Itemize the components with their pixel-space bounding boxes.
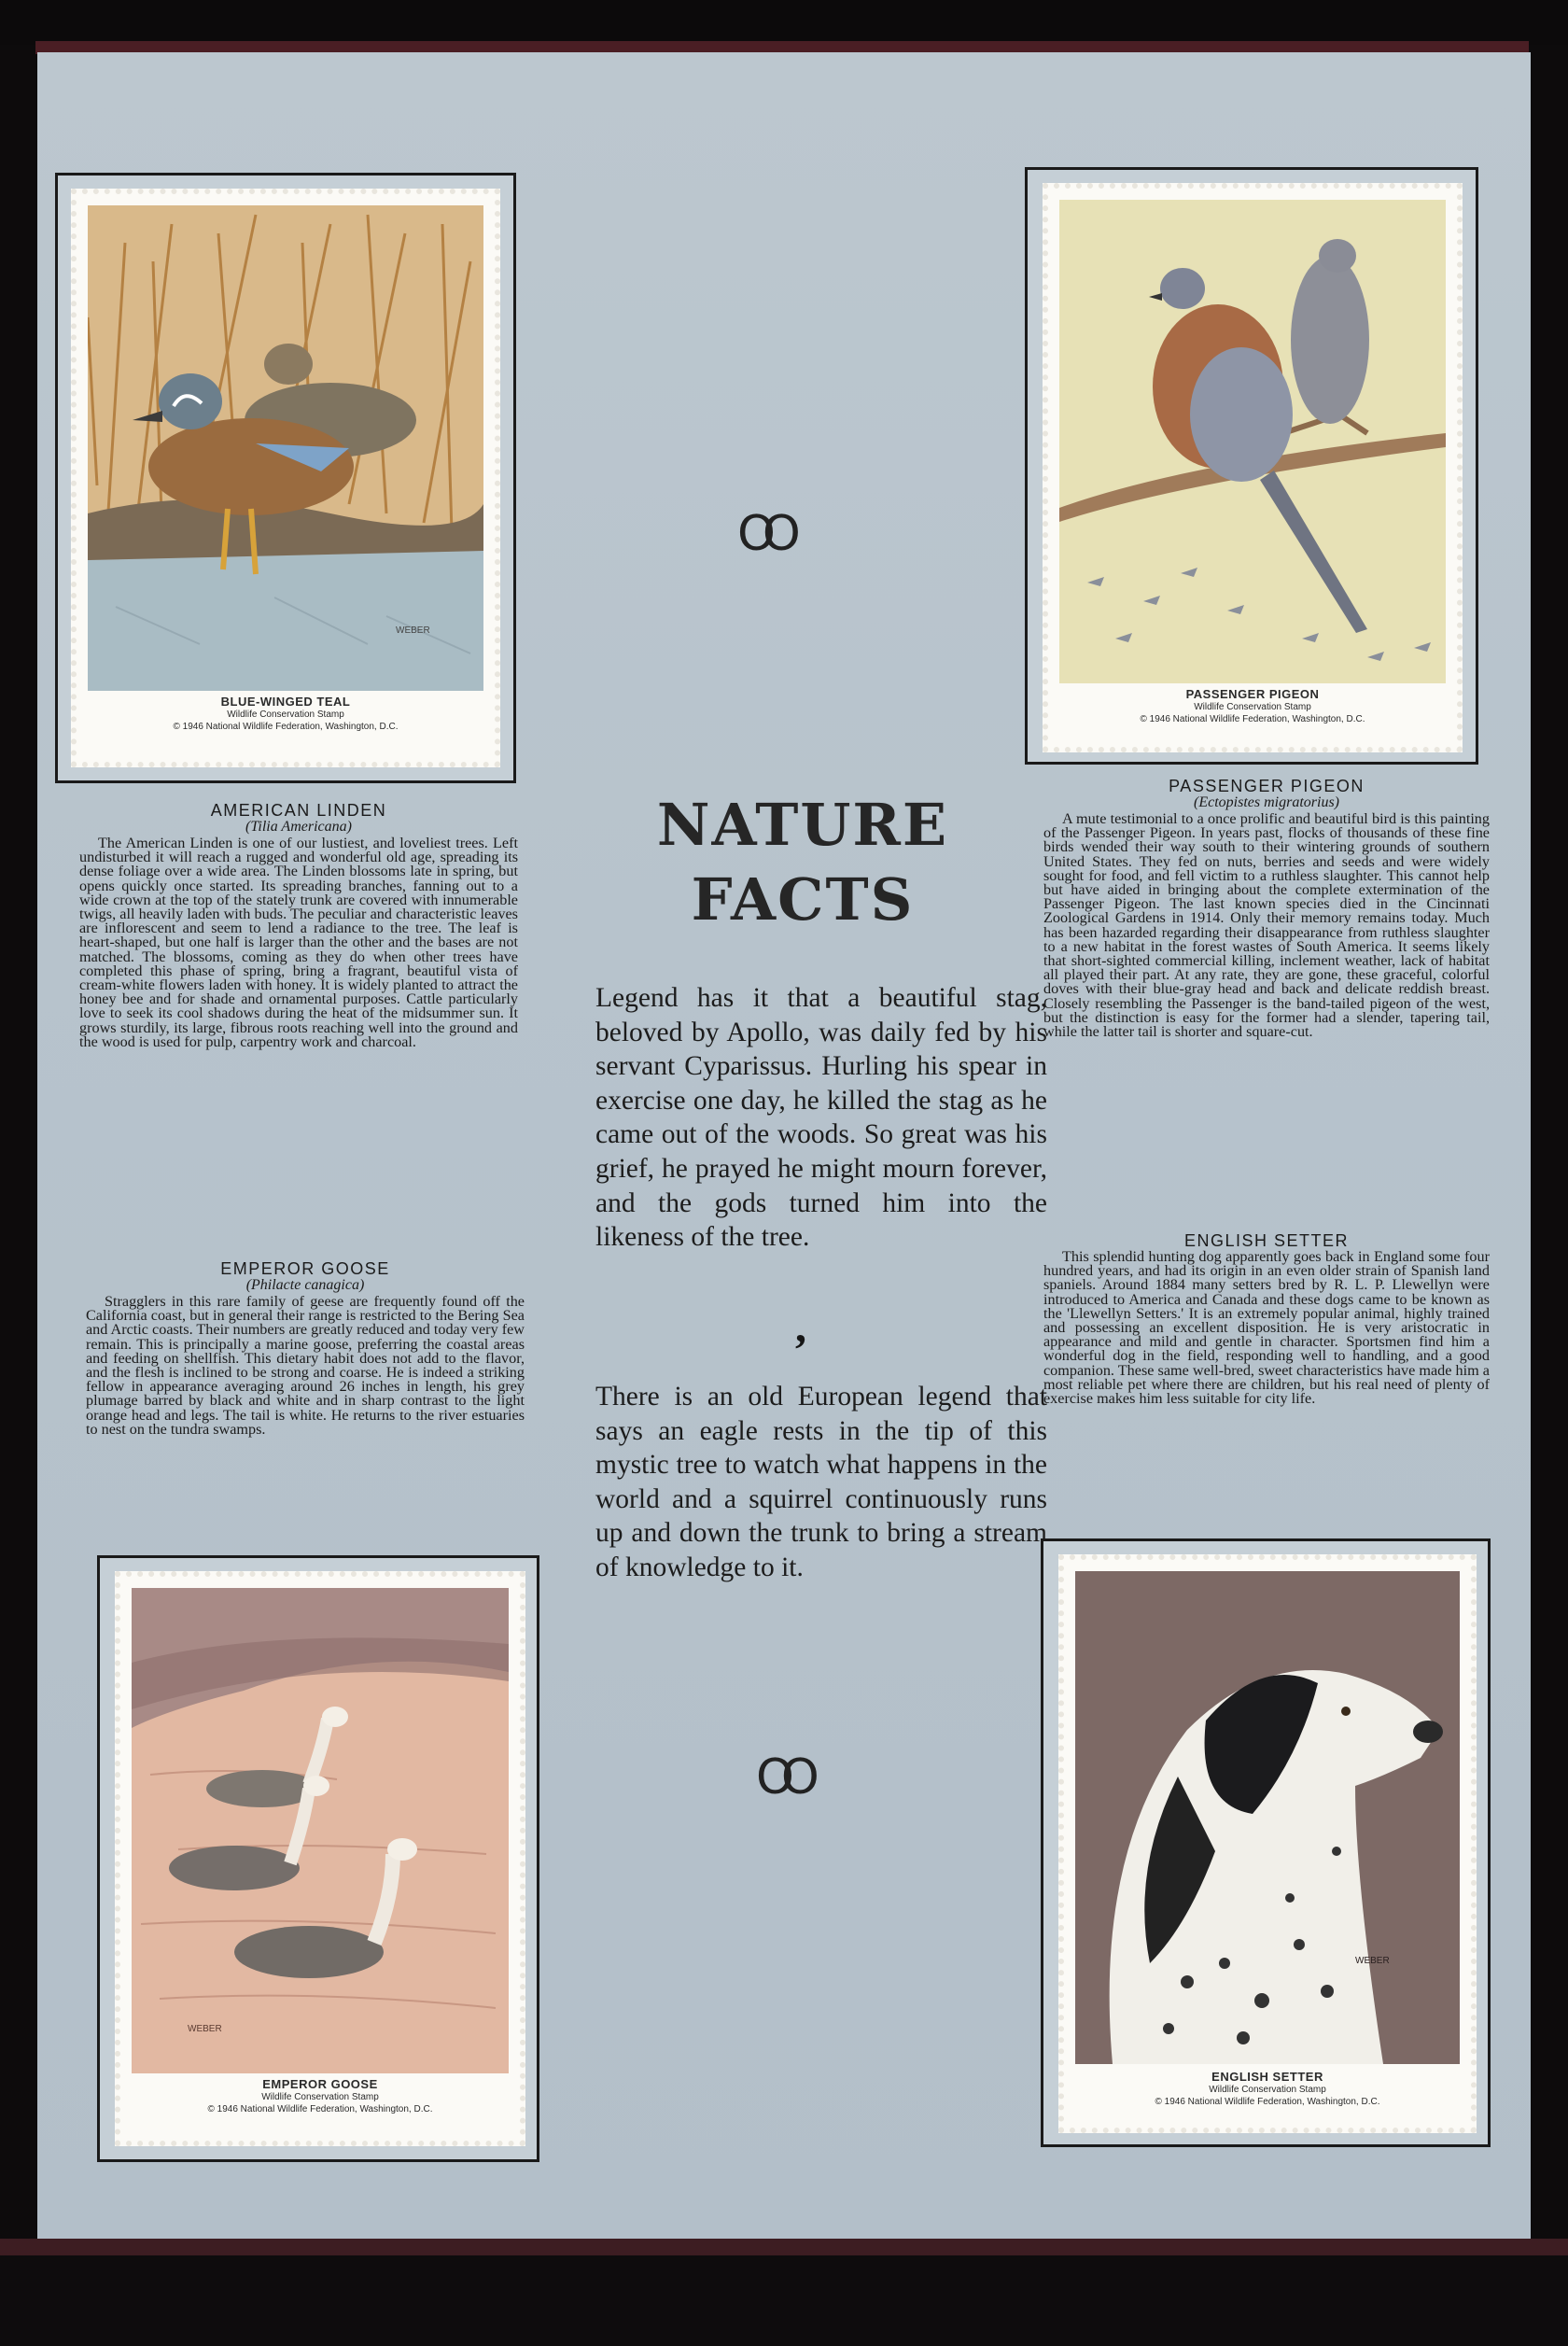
- album-binder-bottom: [0, 2239, 1568, 2257]
- album-binder-top: [0, 0, 1568, 45]
- setter-illustration: [1075, 1571, 1460, 2064]
- title-line-1: NATURE: [656, 791, 949, 859]
- pigeon-stamp-title: PASSENGER PIGEON: [1185, 687, 1320, 701]
- teal-signature: WEBER: [396, 625, 430, 636]
- pigeon-body: A mute testimonial to a once prolific and beautiful bird is this painting of the Passenger Pigeon. In years past, flocks of thousands of these fine birds wended their way south to their wintering grounds of southern United States. They fed on nuts, berries and seeds and were widely sought for food, and fell victim to a ruthless slaughter. This cannot help but have aided in bringing about the complete extermination of the Passenger Pigeon. The last known species died in the Cincinnati Zoological Gardens in 1914. Only their memory remains today. Much has been hazarded regarding their disappearance from ruthless slaughter to a new habitat in the forest wastes of South America. It seems likely that short-sighted commercial killing, inclement weather, lack of habitat all played their part. At any rate, they are gone, these graceful, colorful doves with their blue-gray head and back and delicate reddish breast. Closely resembling the Passenger is the band-tailed pigeon of the west, but the distinction is easy for the former had a slender, tapering tail, while the latter tail is shorter and square-cut.: [1043, 810, 1490, 1041]
- goose-stamp-line2: © 1946 National Wildlife Federation, Washington, D.C.: [207, 2104, 433, 2114]
- teal-stamp-line1: Wildlife Conservation Stamp: [227, 709, 344, 720]
- article-passenger-pigeon: [1043, 778, 1490, 1039]
- stamp-mount-goose: [97, 1555, 539, 2162]
- teal-illustration: [88, 205, 483, 691]
- ornament-top-icon: OO: [737, 506, 788, 562]
- goose-body: Stragglers in this rare family of geese are frequently found off the California coast, but in general their range is restricted to the Bering Sea and Arctic coasts. Their numbers are greatly reduced and today very few remain. This is principally a marine goose, preferring the coastal areas and feeding on shellfish. This dietary habit does not add to the flavor, and the flesh is inclined to be strong and coarse. He is indeed a striking fellow in appearance averaging around 26 inches in length, his grey plumage barred by black and white and in sharp contrast to the light orange head and legs. The tail is white. He returns to the river estuaries to nest on the tundra swamps.: [86, 1293, 525, 1438]
- pigeon-latin-name: (Ectopistes migratorius): [1194, 794, 1339, 810]
- goose-latin-name: (Philacte canagica): [245, 1277, 365, 1293]
- goose-stamp-title: EMPEROR GOOSE: [262, 2077, 378, 2091]
- pigeon-caption: [1048, 687, 1457, 725]
- page-title: [597, 788, 1008, 937]
- stamp-blue-winged-teal[interactable]: [71, 189, 500, 767]
- setter-signature: WEBER: [1355, 1956, 1390, 1966]
- stamp-emperor-goose[interactable]: [115, 1571, 525, 2146]
- ornament-bottom-icon: OO: [756, 1749, 806, 1805]
- stamp-mount-teal: [55, 173, 516, 783]
- stamp-passenger-pigeon[interactable]: [1043, 183, 1463, 752]
- legend-paragraph-2: There is an old European legend that says an eagle rests in the tip of this mystic tree to watch what happens in the world and a squirrel continuously runs up and down the trunk to bring a stream of knowledge to it.: [595, 1382, 1047, 1582]
- goose-caption: [120, 2077, 520, 2115]
- pigeon-stamp-line2: © 1946 National Wildlife Federation, Washington, D.C.: [1140, 714, 1365, 724]
- title-line-2: FACTS: [691, 865, 915, 934]
- linden-body: The American Linden is one of our lustiest, and loveliest trees. Left undisturbed it will reach a rugged and wonderful old age, spreading its dense foliage over a wide area. The Linden blossoms late in spring, but opens quickly once started. Its spreading branches, fanning out to a wide crown at the top of the stately trunk are covered with innumerable twigs, all heavily laden with buds. The peculiar and characteristic leaves are inflorescent and seem to lend a radiance to the tree. The leaf is heart-shaped, but one half is larger than the other and the bases are not matched. The blossoms, coming as they do when other trees have completed this phase of spring, bring a fragrant, beautiful vista of cream-white flowers laden with honey. It is widely planted to attract the honey bee and for shade and ornamental purposes. Cattle particularly love to seek its cool shadows during the heat of the midsummer sun. It grows sturdily, its large, fibrous roots reaching well into the ground and the wood is used for pulp, carpentry work and charcoal.: [79, 835, 518, 1050]
- article-american-linden: [79, 802, 518, 1049]
- goose-illustration: [132, 1588, 509, 2073]
- teal-stamp-title: BLUE-WINGED TEAL: [220, 695, 351, 709]
- album-page: [37, 52, 1531, 2241]
- teal-stamp-line2: © 1946 National Wildlife Federation, Washington, D.C.: [173, 722, 399, 732]
- setter-caption: [1064, 2070, 1471, 2108]
- goose-heading: EMPEROR GOOSE: [220, 1259, 390, 1278]
- pigeon-illustration: [1059, 200, 1446, 683]
- stamp-english-setter[interactable]: [1058, 1554, 1477, 2133]
- background-surface: [0, 2255, 1568, 2346]
- goose-stamp-line1: Wildlife Conservation Stamp: [261, 2092, 379, 2102]
- article-english-setter: [1043, 1232, 1490, 1406]
- stamp-mount-pigeon: [1025, 167, 1478, 765]
- legend-paragraph-1: Legend has it that a beautiful stag, beloved by Apollo, was daily fed by his servant Cyparissus. Hurling his spear in exercise one day, he killed the stag as he came out of the woods. So great was his grief, he prayed he might mourn forever, and the gods turned him into the likeness of the tree.: [595, 983, 1047, 1253]
- pigeon-stamp-line1: Wildlife Conservation Stamp: [1194, 702, 1311, 712]
- setter-heading: ENGLISH SETTER: [1183, 1231, 1350, 1250]
- linden-latin-name: (Tilia Americana): [245, 819, 352, 835]
- teal-caption: [77, 695, 495, 733]
- goose-signature: WEBER: [188, 2024, 222, 2034]
- linden-heading: AMERICAN LINDEN: [210, 801, 387, 820]
- article-emperor-goose: [86, 1260, 525, 1437]
- comma-ornament: ,: [795, 1302, 806, 1352]
- setter-stamp-title: ENGLISH SETTER: [1211, 2070, 1323, 2084]
- pigeon-heading: PASSENGER PIGEON: [1169, 777, 1365, 795]
- stamp-mount-setter: [1041, 1538, 1491, 2147]
- setter-body: This splendid hunting dog apparently goes back in England some four hundred years, and had its origin in an even older strain of Spanish land spaniels. Around 1884 many setters bred by R. L. P. Llewellyn were introduced to America and Canada and these dogs came to be known as the 'Llewellyn Setters.' It is an extremely popular animal, highly trained and possessing an excellent disposition. He is very aristocratic in appearance and mild and gentle in character. Sportsmen find him a wonderful dog in the field, responding well to handling, and a good companion. These same well-bred, sweet characteristics have made him a most reliable pet where there are children, but his real need of plenty of exercise makes him less suitable for city life.: [1043, 1248, 1490, 1408]
- setter-stamp-line2: © 1946 National Wildlife Federation, Washington, D.C.: [1155, 2097, 1380, 2107]
- setter-stamp-line1: Wildlife Conservation Stamp: [1209, 2085, 1326, 2095]
